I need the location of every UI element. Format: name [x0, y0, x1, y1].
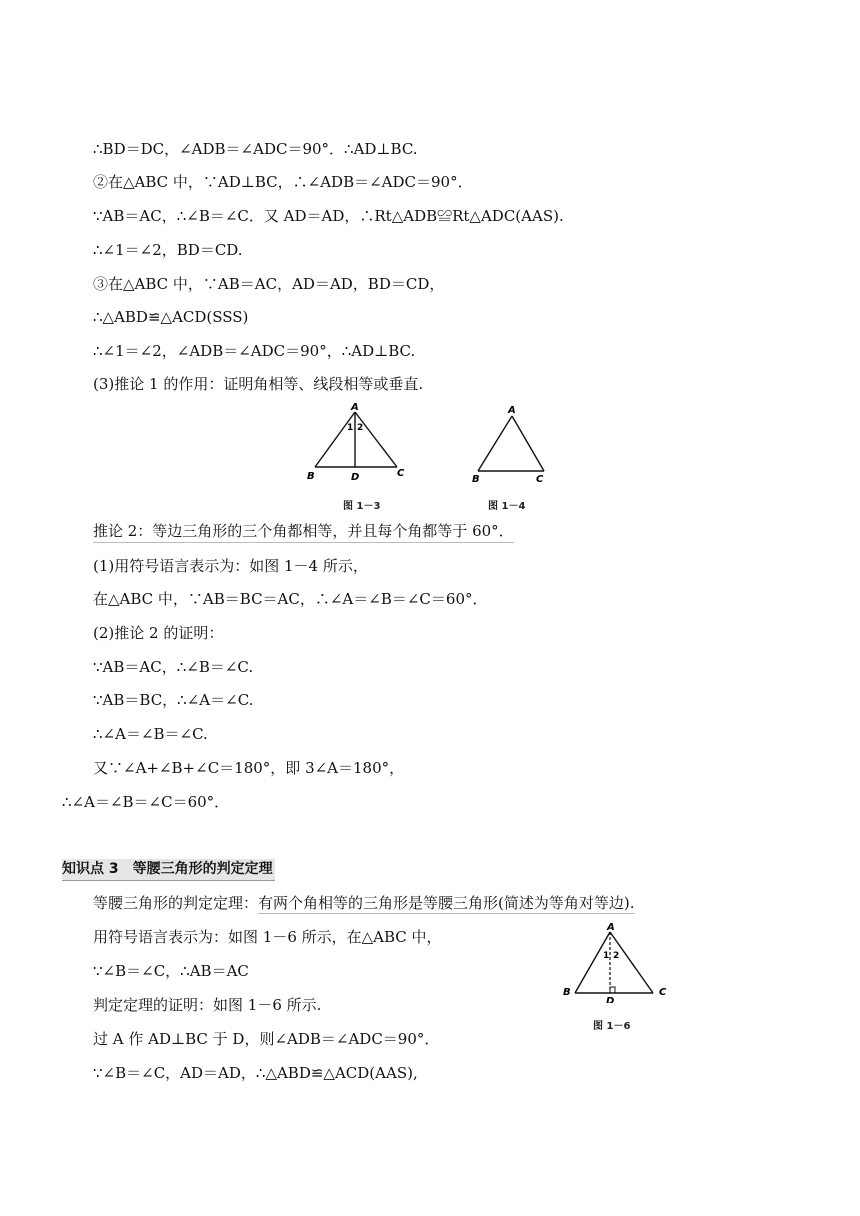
- figure-1-3: [305, 400, 415, 490]
- figure-1-6: [555, 918, 680, 1007]
- section-heading-text: 知识点 3 等腰三角形的判定定理: [62, 859, 275, 881]
- proof-line-7: ∴∠1＝∠2，∠ADB＝∠ADC＝90°，∴AD⊥BC.: [93, 342, 416, 360]
- fig14-caption: 图 1－4: [488, 501, 526, 512]
- fig16-label-b: B: [563, 987, 571, 998]
- theorem-prefix: 等腰三角形的判定定理：: [93, 894, 259, 912]
- theorem-line-1: 用符号语言表示为：如图 1－6 所示，在△ABC 中，: [93, 928, 442, 946]
- corollary2-line-1: (1)用符号语言表示为：如图 1－4 所示，: [93, 557, 368, 575]
- theorem-body: 有两个角相等的三角形是等腰三角形(简述为等角对等边).: [258, 894, 635, 912]
- fig13-caption: 图 1－3: [343, 501, 381, 512]
- corollary2-conclusion: ∴∠A＝∠B＝∠C＝60°．: [62, 793, 230, 811]
- theorem-statement: [93, 893, 635, 913]
- fig16-label-c: C: [659, 987, 667, 998]
- fig16-label-d: D: [606, 996, 615, 1003]
- fig16-label-1: 1: [603, 951, 610, 961]
- fig13-label-b: B: [307, 471, 315, 482]
- fig13-label-2: 2: [357, 423, 364, 433]
- fig14-label-a: A: [508, 405, 516, 416]
- proof-line-3: ∵AB＝AC，∴∠B＝∠C．又 AD＝AD，∴Rt△ADB≌Rt△ADC(AAS).: [93, 207, 564, 225]
- proof-line-6: ∴△ABD≌△ACD(SSS): [93, 308, 249, 326]
- theorem-line-5: ∵∠B＝∠C，AD＝AD，∴△ABD≌△ACD(AAS),: [93, 1064, 418, 1082]
- fig13-label-1: 1: [347, 423, 354, 433]
- proof-line-5: ③在△ABC 中，∵AB＝AC，AD＝AD，BD＝CD，: [93, 275, 445, 293]
- proof-line-2: ②在△ABC 中，∵AD⊥BC，∴∠ADB＝∠ADC＝90°．: [93, 173, 473, 191]
- fig13-label-a: A: [351, 402, 359, 413]
- section-heading: [62, 858, 275, 878]
- corollary2-line-3: (2)推论 2 的证明：: [93, 624, 224, 642]
- corollary2-statement: 推论 2：等边三角形的三个角都相等，并且每个角都等于 60°．: [93, 521, 514, 543]
- proof-line-1: ∴BD＝DC，∠ADB＝∠ADC＝90°．∴AD⊥BC.: [93, 140, 418, 158]
- corollary2-line-7: 又∵∠A+∠B+∠C＝180°，即 3∠A＝180°，: [93, 759, 405, 777]
- fig13-label-c: C: [397, 468, 405, 479]
- proof-line-4: ∴∠1＝∠2，BD＝CD.: [93, 241, 243, 259]
- fig16-label-2: 2: [613, 951, 620, 961]
- corollary2-line-5: ∵AB＝BC，∴∠A＝∠C.: [93, 691, 254, 709]
- corollary2-line-4: ∵AB＝AC，∴∠B＝∠C.: [93, 658, 254, 676]
- fig14-label-c: C: [536, 474, 544, 485]
- figure-1-4: [470, 400, 560, 490]
- theorem-line-2: ∵∠B＝∠C，∴AB＝AC: [93, 962, 249, 980]
- fig14-label-b: B: [472, 474, 480, 485]
- theorem-line-3: 判定定理的证明：如图 1－6 所示.: [93, 996, 322, 1014]
- theorem-line-4: 过 A 作 AD⊥BC 于 D，则∠ADB＝∠ADC＝90°．: [93, 1030, 440, 1048]
- corollary2-line-2: 在△ABC 中，∵AB＝BC＝AC，∴∠A＝∠B＝∠C＝60°．: [93, 590, 488, 608]
- fig13-label-d: D: [351, 472, 360, 483]
- corollary1-usage: (3)推论 1 的作用：证明角相等、线段相等或垂直.: [93, 375, 424, 393]
- corollary2-line-6: ∴∠A＝∠B＝∠C.: [93, 725, 208, 743]
- fig16-caption: 图 1－6: [593, 1021, 631, 1032]
- fig16-label-a: A: [607, 922, 615, 933]
